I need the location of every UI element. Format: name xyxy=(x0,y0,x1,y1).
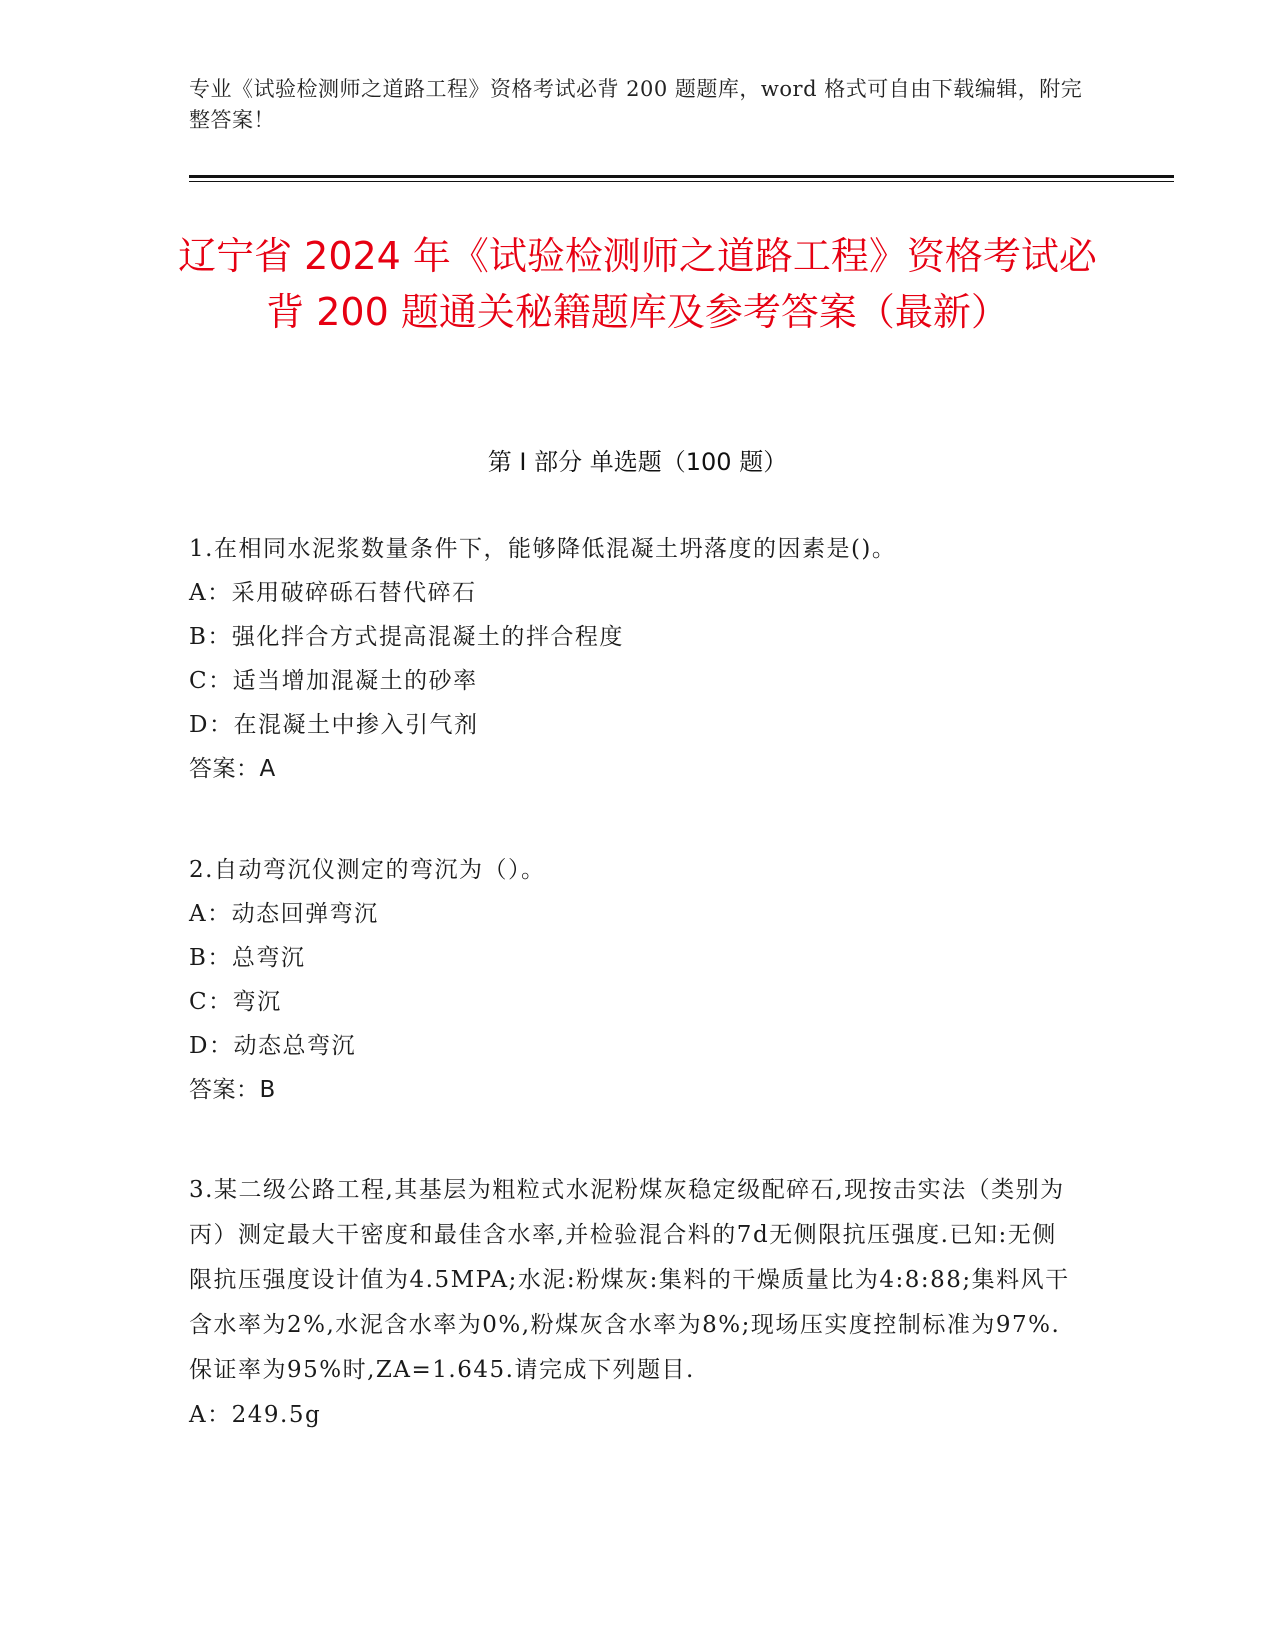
option-c: C：弯沉 xyxy=(189,989,282,1015)
option-c: C：适当增加混凝土的砂率 xyxy=(189,668,478,694)
question-1 xyxy=(189,527,1079,791)
answer-line: 答案：B xyxy=(189,1077,276,1103)
option-a: A：249.5g xyxy=(189,1402,322,1428)
option-a: A：采用破碎砾石替代碎石 xyxy=(189,580,477,606)
question-stem: 3.某二级公路工程,其基层为粗粒式水泥粉煤灰稳定级配碎石,现按击实法（类别为丙）测定最大干密度和最佳含水率,并检验混合料的7d无侧限抗压强度.已知:无侧限抗压强度设计值为4.5MPA;水泥:粉煤灰:集料的干燥质量比为4:8:88;集料风干含水率为2%,水泥含水率为0%,粉煤灰含水率为8%;现场压实度控制标准为97%.保证率为95%时,ZA=1.645.请完成下列题目. xyxy=(189,1177,1070,1383)
option-b: B：总弯沉 xyxy=(189,945,306,971)
question-stem: 1.在相同水泥浆数量条件下，能够降低混凝土坍落度的因素是()。 xyxy=(189,536,897,562)
question-2 xyxy=(189,848,1079,1112)
option-d: D：在混凝土中掺入引气剂 xyxy=(189,712,479,738)
option-d: D：动态总弯沉 xyxy=(189,1033,356,1059)
answer-line: 答案：A xyxy=(189,756,276,782)
document-title: 辽宁省 2024 年《试验检测师之道路工程》资格考试必背 200 题通关秘籍题库及参考答案（最新） xyxy=(178,234,1097,334)
option-a: A：动态回弹弯沉 xyxy=(189,901,379,927)
section-heading: 第 I 部分 单选题（100 题） xyxy=(487,448,788,476)
question-stem: 2.自动弯沉仪测定的弯沉为（）。 xyxy=(189,857,546,883)
header-rule-thin xyxy=(189,181,1174,182)
option-b: B：强化拌合方式提高混凝土的拌合程度 xyxy=(189,624,624,650)
question-3 xyxy=(189,1168,1079,1437)
header-rule-thick xyxy=(189,175,1174,178)
header-note: 专业《试验检测师之道路工程》资格考试必背 200 题题库，word 格式可自由下载编辑，附完整答案！ xyxy=(189,77,1083,132)
